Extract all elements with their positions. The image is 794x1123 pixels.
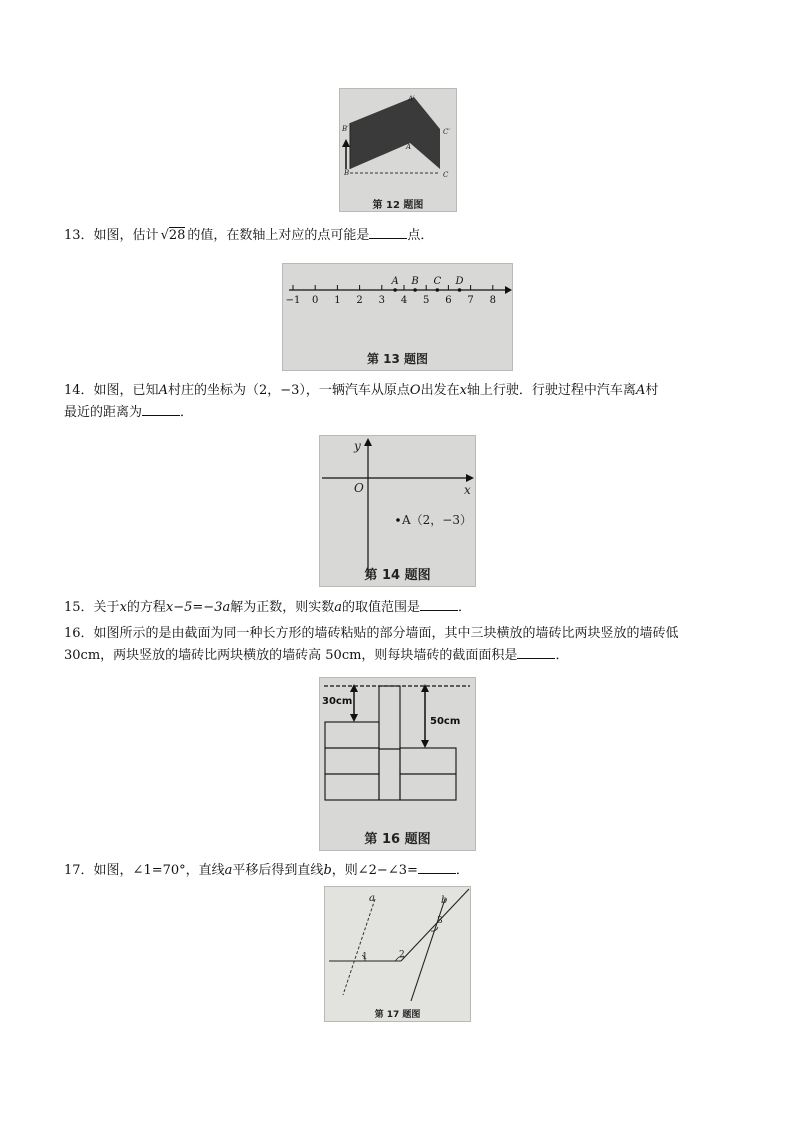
q17-text-b: 平移后得到直线 [232,863,324,878]
answer-blank[interactable] [418,861,456,874]
parallel-lines-drawing [325,887,470,1021]
question-13 [64,225,734,247]
q17-text-c: ，则∠2−∠3= [331,863,418,878]
point-c [436,288,440,292]
horizontal-tile [400,748,456,774]
point-d [458,288,462,292]
q16-text-line1: 如图所示的是由截面为同一种长方形的墙砖粘贴的部分墙面，其中三块横放的墙砖比两块竖放的墙砖低 [93,626,679,641]
question-14-line-2 [64,402,734,424]
tick-label: 6 [445,295,452,306]
origin-label: O [354,481,364,495]
label-b-prime: B′ [342,125,349,133]
q14-text-line2: 最近的距离为 [64,405,143,420]
question-text-end: 点． [407,228,434,243]
tick-label: 5 [423,295,430,306]
point-label-d: D [455,276,464,287]
label-50cm: 50cm [430,716,461,727]
question-15 [64,597,734,619]
q14-text-b: 村庄的坐标为（2，−3），一辆汽车从原点 [167,383,410,398]
sqrt-expression: √28 [160,228,186,243]
question-16-line-1 [64,623,734,645]
label-line-b: b [441,895,448,906]
q15-text-d: 的取值范围是 [342,600,421,615]
answer-blank[interactable] [142,403,180,416]
tick-label: 7 [467,295,474,306]
horizontal-tile [325,748,379,774]
vertical-tile [379,749,400,800]
answer-blank[interactable] [369,226,407,239]
q16-text-end: ． [555,648,569,663]
label-angle-3: 3 [437,916,443,926]
figure-12-drawing [340,89,456,211]
figure-17 [324,886,471,1022]
shaded-region [350,97,440,169]
figure-16-caption: 第 16 题图 [364,832,431,847]
label-c: C [443,171,449,179]
q15-text-b: 的方程 [126,600,166,615]
figure-16 [319,677,476,851]
radicand: 28 [168,228,186,243]
label-b: B [344,169,350,177]
tick-label: 2 [356,295,363,306]
question-number: 16． [64,626,94,641]
horizontal-tile [400,774,456,800]
q15-text-a: 关于 [93,600,120,615]
tick-label: 3 [378,295,385,306]
point-b [413,288,417,292]
horizontal-tile [325,722,379,748]
figure-14-caption: 第 14 题图 [364,568,431,583]
q14-text-a: 如图，已知 [93,383,159,398]
question-17 [64,860,734,882]
figure-17-caption: 第 17 题图 [374,1010,421,1020]
figure-13-caption: 第 13 题图 [366,352,429,366]
tick-label: 8 [489,295,496,306]
figure-12 [339,88,457,212]
figure-12-caption: 第 12 题图 [372,200,424,211]
answer-blank[interactable] [420,598,458,611]
horizontal-tile [325,774,379,800]
label-c-prime: C′ [443,128,450,136]
q14-var-x: x [459,383,467,398]
wall-tiles-drawing [320,678,475,850]
question-text: 如图，估计 [93,228,159,243]
answer-blank[interactable] [517,646,555,659]
tick-label: −1 [285,295,301,306]
q15-text-c: 解为正数，则实数 [230,600,335,615]
q14-text-c: 出发在 [420,383,460,398]
figure-13 [282,263,513,371]
q16-text-line2: 30cm，两块竖放的墙砖比两块横放的墙砖高 50cm，则每块墙砖的截面面积是 [64,648,518,663]
figure-14 [319,435,476,587]
label-angle-1: 1 [362,952,368,962]
q17-text-a: 如图，∠1=70°，直线 [93,863,225,878]
q14-text-end: ． [180,405,194,420]
question-14 [64,380,734,424]
tick-label: 1 [334,295,341,306]
point-a [393,288,397,292]
question-text-2: 的值，在数轴上对应的点可能是 [187,228,370,243]
q14-var-a2: A [635,383,646,398]
q15-var-a: a [334,600,343,615]
question-number: 13． [64,228,94,243]
line-b [411,899,445,1001]
slanted-segment [401,889,469,961]
label-line-a: a [369,893,375,904]
point-label-c: C [433,276,442,287]
point-a [396,518,400,522]
q15-equation: x−5=−3a [165,600,231,615]
q14-text-d: 轴上行驶．行驶过程中汽车离 [466,383,636,398]
point-a-label: A（2，−3） [402,513,472,527]
q17-var-b: b [323,863,332,878]
point-label-b: B [411,276,419,287]
question-number: 14． [64,383,94,398]
q15-var-x: x [119,600,127,615]
q14-text-e: 村 [645,383,659,398]
question-16-line-2 [64,645,734,667]
q14-var-o: O [409,383,421,398]
question-14-line-1 [64,380,734,402]
question-number: 15． [64,600,94,615]
q17-text-end: ． [455,863,469,878]
vertical-tile [379,686,400,749]
label-angle-2: 2 [399,950,405,960]
x-axis-label: x [464,483,471,497]
y-axis-label: y [354,439,361,453]
question-16 [64,623,734,667]
tick-label: 4 [400,295,408,306]
q14-var-a: A [158,383,168,398]
label-30cm: 30cm [322,696,353,707]
q15-text-end: ． [458,600,472,615]
line-a [343,899,375,995]
question-number: 17． [64,863,94,878]
q17-var-a: a [224,863,233,878]
label-a: A [406,143,412,151]
point-label-a: A [391,276,399,287]
tick-label: 0 [312,295,319,306]
label-a-prime: A′ [408,95,415,103]
